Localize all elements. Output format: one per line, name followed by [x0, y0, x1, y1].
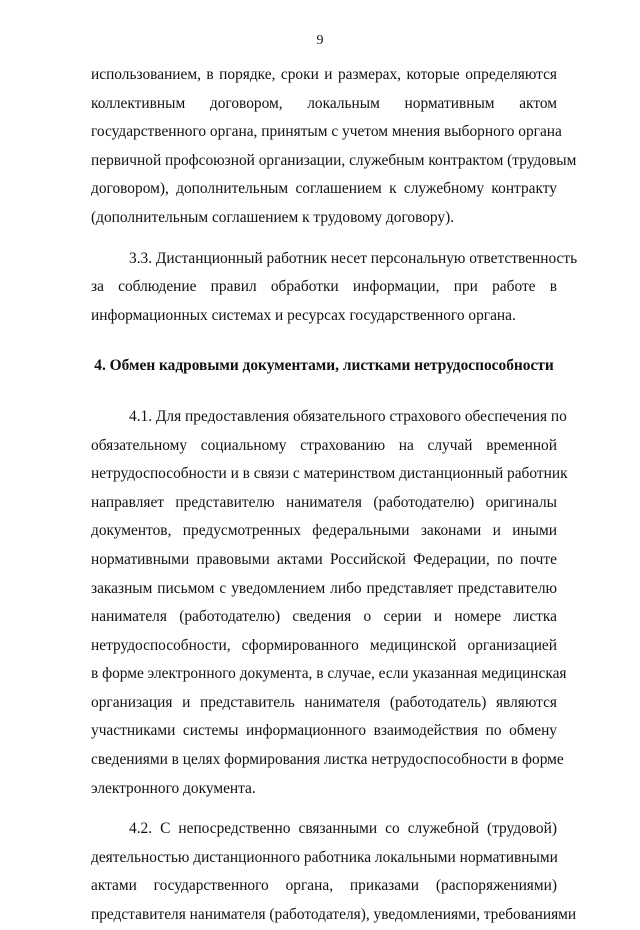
paragraph-3-3 [91, 245, 578, 331]
text-line: за соблюдение правил обработки информации, при работе в [91, 278, 557, 296]
text-line: направляет представителю нанимателя (работодателю) оригиналы [91, 493, 557, 511]
text-line: электронного документа. [91, 779, 256, 797]
paragraph-4-2 [91, 815, 577, 929]
text-line: сведениями в целях формирования листка нетрудоспособности в форме [91, 751, 564, 769]
text-line: информационных системах и ресурсах государственного органа. [91, 306, 516, 324]
text-line: (дополнительным соглашением к трудовому договору). [91, 208, 455, 226]
text-line: государственного органа, принятым с учетом мнения выборного органа [91, 123, 562, 141]
text-line: нетрудоспособности и в связи с материнством дистанционный работник [91, 465, 568, 483]
text-line: нетрудоспособности, сформированного медицинской организацией [91, 636, 557, 654]
text-line: участниками системы информационного взаимодействия по обмену [91, 722, 557, 740]
text-line: нормативными правовыми актами Российской Федерации, по почте [91, 550, 557, 568]
section-heading: 4. Обмен кадровыми документами, листками нетрудоспособности [94, 357, 554, 375]
text-line: коллективным договором, локальным нормативным актом [91, 94, 557, 112]
page-number: 9 [316, 33, 324, 48]
text-line: использованием, в порядке, сроки и размерах, которые определяются [91, 66, 557, 83]
text-line: документов, предусмотренных федеральными законами и иными [91, 522, 557, 540]
text-line: обязательному социальному страхованию на случай временной [91, 436, 557, 454]
text-line: 3.3. Дистанционный работник несет персональную ответственность [129, 249, 578, 267]
text-line: первичной профсоюзной организации, служебным контрактом (трудовым [91, 151, 577, 169]
document-body [91, 61, 578, 930]
text-line: организация и представитель нанимателя (работодатель) являются [91, 693, 557, 711]
text-line: договором), дополнительным соглашением к служебному контракту [91, 180, 557, 198]
text-line: нанимателя (работодателю) сведения о серии и номере листка [91, 608, 557, 626]
text-line: представителя нанимателя (работодателя), уведомлениями, требованиями [91, 906, 577, 924]
text-line: деятельностью дистанционного работника локальными нормативными [91, 848, 558, 866]
text-line: в форме электронного документа, в случае, если указанная медицинская [91, 665, 567, 683]
paragraph-4-1 [91, 403, 568, 803]
text-line: 4.1. Для предоставления обязательного страхового обеспечения по [129, 407, 567, 425]
text-line: заказным письмом с уведомлением либо представляет представителю [91, 579, 557, 597]
text-line: актами государственного органа, приказами (распоряжениями) [91, 877, 557, 895]
paragraph-3-2-continuation [91, 61, 577, 233]
text-line: 4.2. С непосредственно связанными со служебной (трудовой) [129, 820, 557, 838]
